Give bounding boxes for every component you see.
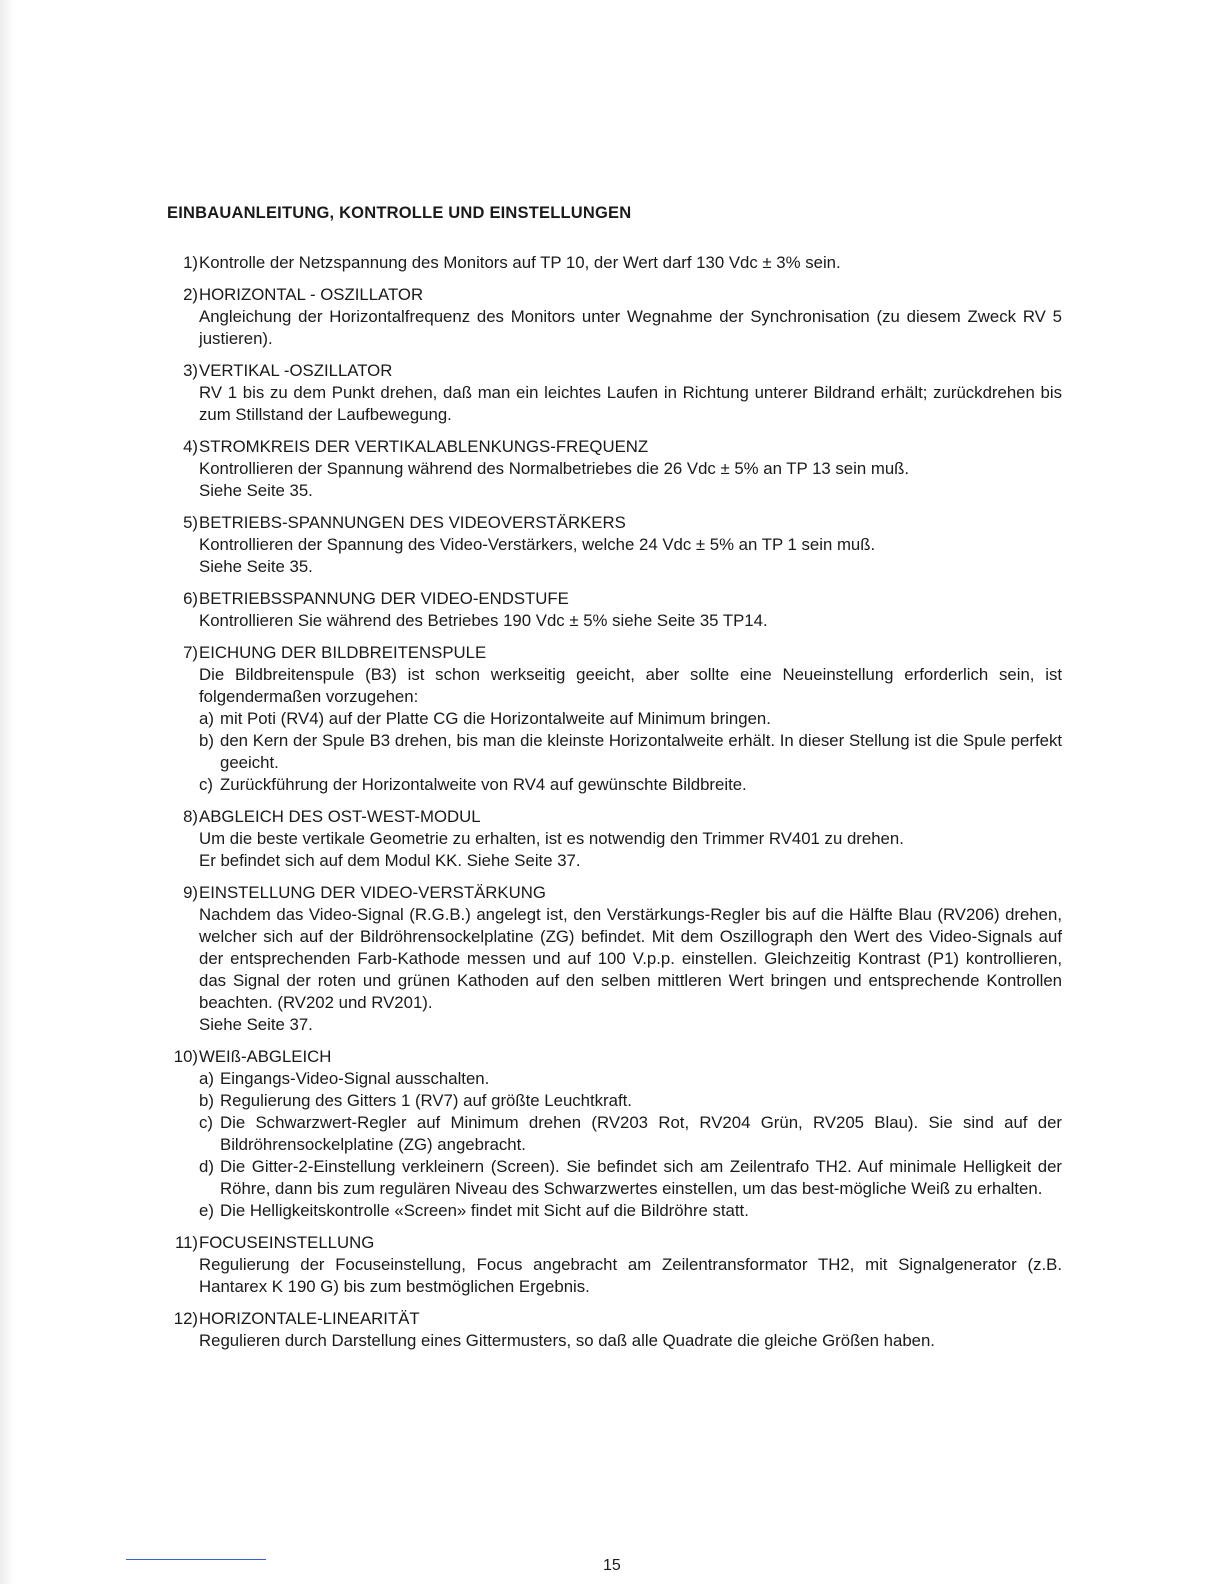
section-title: HORIZONTAL - OSZILLATOR <box>199 285 424 304</box>
section-number: 7) <box>183 643 198 662</box>
section-title: ABGLEICH DES OST-WEST-MODUL <box>199 807 481 826</box>
list-item-letter: e) <box>199 1201 214 1220</box>
list-item-text: mit Poti (RV4) auf der Platte CG die Horizontalweite auf Minimum bringen. <box>220 709 771 728</box>
section-title: VERTIKAL -OSZILLATOR <box>199 361 393 380</box>
section-title: STROMKREIS DER VERTIKALABLENKUNGS-FREQUENZ <box>199 437 649 456</box>
list-item <box>199 1090 1062 1112</box>
section-6 <box>167 588 1062 632</box>
section-title: FOCUSEINSTELLUNG <box>199 1233 375 1252</box>
section-number: 11) <box>174 1233 198 1252</box>
list-item-text: den Kern der Spule B3 drehen, bis man die kleinste Horizontalweite erhält. In dieser Stellung ist die Spule perfekt geeicht. <box>220 731 1062 772</box>
section-text: Er befindet sich auf dem Modul KK. Siehe Seite 37. <box>199 851 581 870</box>
section-number: 6) <box>183 589 198 608</box>
list-item <box>199 774 1062 796</box>
section-number: 4) <box>183 437 198 456</box>
section-title: HORIZONTALE-LINEARITÄT <box>199 1309 420 1328</box>
section-text: Kontrolle der Netzspannung des Monitors auf TP 10, der Wert darf 130 Vdc ± 3% sein. <box>199 253 841 272</box>
list-item-letter: b) <box>199 731 214 750</box>
list-item-text: Die Schwarzwert-Regler auf Minimum drehen (RV203 Rot, RV204 Grün, RV205 Blau). Sie sind auf der Bildröhrensockelplatine (ZG) angebracht. <box>220 1113 1062 1154</box>
section-text: Die Bildbreitenspule (B3) ist schon werkseitig geeicht, aber sollte eine Neueinstellung erforderlich sein, ist folgendermaßen vorzugehen: <box>199 665 1062 706</box>
section-text: RV 1 bis zu dem Punkt drehen, daß man ein leichtes Laufen in Richtung unterer Bildrand erhält; zurückdrehen bis zum Stillstand der Laufbewegung. <box>199 383 1062 424</box>
section-title: WEIß-ABGLEICH <box>199 1047 332 1066</box>
list-item-text: Die Gitter-2-Einstellung verkleinern (Screen). Sie befindet sich am Zeilentrafo TH2. Auf minimale Helligkeit der Röhre, dann bis zum regulären Niveau des Schwarzwertes einstellen, um das best-mögliche Weiß zu erhalten. <box>220 1157 1062 1198</box>
footer-rule <box>126 1559 266 1560</box>
section-text: Kontrollieren der Spannung während des Normalbetriebes die 26 Vdc ± 5% an TP 13 sein muß. <box>199 459 910 478</box>
scan-edge-shadow <box>0 0 14 1584</box>
section-8 <box>167 806 1062 872</box>
section-11 <box>167 1232 1062 1298</box>
section-5 <box>167 512 1062 578</box>
section-4 <box>167 436 1062 502</box>
page-title: EINBAUANLEITUNG, KONTROLLE UND EINSTELLUNGEN <box>167 204 632 222</box>
section-text: Regulierung der Focuseinstellung, Focus angebracht am Zeilentransformator TH2, mit Signalgenerator (z.B. Hantarex K 190 G) bis zum bestmöglichen Ergebnis. <box>199 1255 1062 1296</box>
list-item <box>199 1200 1062 1222</box>
section-number: 9) <box>183 883 198 902</box>
list-item-letter: a) <box>199 709 214 728</box>
list-item-text: Die Helligkeitskontrolle «Screen» findet mit Sicht auf die Bildröhre statt. <box>220 1201 749 1220</box>
section-text: Angleichung der Horizontalfrequenz des Monitors unter Wegnahme der Synchronisation (zu diesem Zweck RV 5 justieren). <box>199 307 1062 348</box>
section-number: 1) <box>183 253 198 272</box>
list-item-letter: b) <box>199 1091 214 1110</box>
page-reference: Siehe Seite 37. <box>199 1015 313 1034</box>
list-item <box>199 1068 1062 1090</box>
section-1 <box>167 252 1062 274</box>
section-3 <box>167 360 1062 426</box>
section-text: Kontrollieren der Spannung des Video-Verstärkers, welche 24 Vdc ± 5% an TP 1 sein muß. <box>199 535 876 554</box>
list-item-text: Regulierung des Gitters 1 (RV7) auf größte Leuchtkraft. <box>220 1091 632 1110</box>
list-item-text: Eingangs-Video-Signal ausschalten. <box>220 1069 490 1088</box>
section-12 <box>167 1308 1062 1352</box>
section-9 <box>167 882 1062 1036</box>
section-7 <box>167 642 1062 796</box>
instruction-list <box>167 252 1062 1362</box>
section-number: 3) <box>183 361 198 380</box>
section-text: Nachdem das Video-Signal (R.G.B.) angelegt ist, den Verstärkungs-Regler bis auf die Hälfte Blau (RV206) drehen, welcher sich auf der Bildröhrensockelplatine (ZG) befindet. Mit dem Oszillograph den Wert des Video-Signals auf der entsprechenden Farb-Kathode messen und auf 100 V.p.p. einstellen. Gleichzeitig Kontrast (P1) kontrollieren, das Signal der roten und grünen Kathoden auf den selben mittleren Wert bringen und entsprechende Kontrollen beachten. (RV202 und RV201). <box>199 905 1062 1012</box>
section-text: Um die beste vertikale Geometrie zu erhalten, ist es notwendig den Trimmer RV401 zu drehen. <box>199 829 904 848</box>
section-number: 8) <box>183 807 198 826</box>
list-item-letter: c) <box>199 775 213 794</box>
section-number: 10) <box>173 1047 198 1066</box>
page-reference: Siehe Seite 35. <box>199 557 313 576</box>
list-item <box>199 1156 1062 1200</box>
page-reference: Siehe Seite 35. <box>199 481 313 500</box>
list-item-text: Zurückführung der Horizontalweite von RV4 auf gewünschte Bildbreite. <box>220 775 747 794</box>
list-item-letter: d) <box>199 1157 214 1176</box>
section-title: BETRIEBSSPANNUNG DER VIDEO-ENDSTUFE <box>199 589 569 608</box>
section-number: 12) <box>173 1309 198 1328</box>
list-item-letter: a) <box>199 1069 214 1088</box>
page-number: 15 <box>603 1557 621 1574</box>
section-title: BETRIEBS-SPANNUNGEN DES VIDEOVERSTÄRKERS <box>199 513 626 532</box>
list-item <box>199 730 1062 774</box>
section-number: 2) <box>183 285 198 304</box>
list-item <box>199 1112 1062 1156</box>
section-2 <box>167 284 1062 350</box>
section-number: 5) <box>183 513 198 532</box>
list-item <box>199 708 1062 730</box>
section-title: EICHUNG DER BILDBREITENSPULE <box>199 643 487 662</box>
section-title: EINSTELLUNG DER VIDEO-VERSTÄRKUNG <box>199 883 546 902</box>
section-text: Regulieren durch Darstellung eines Gittermusters, so daß alle Quadrate die gleiche Größen haben. <box>199 1331 935 1350</box>
section-10 <box>167 1046 1062 1222</box>
section-text: Kontrollieren Sie während des Betriebes 190 Vdc ± 5% siehe Seite 35 TP14. <box>199 611 768 630</box>
list-item-letter: c) <box>199 1113 213 1132</box>
